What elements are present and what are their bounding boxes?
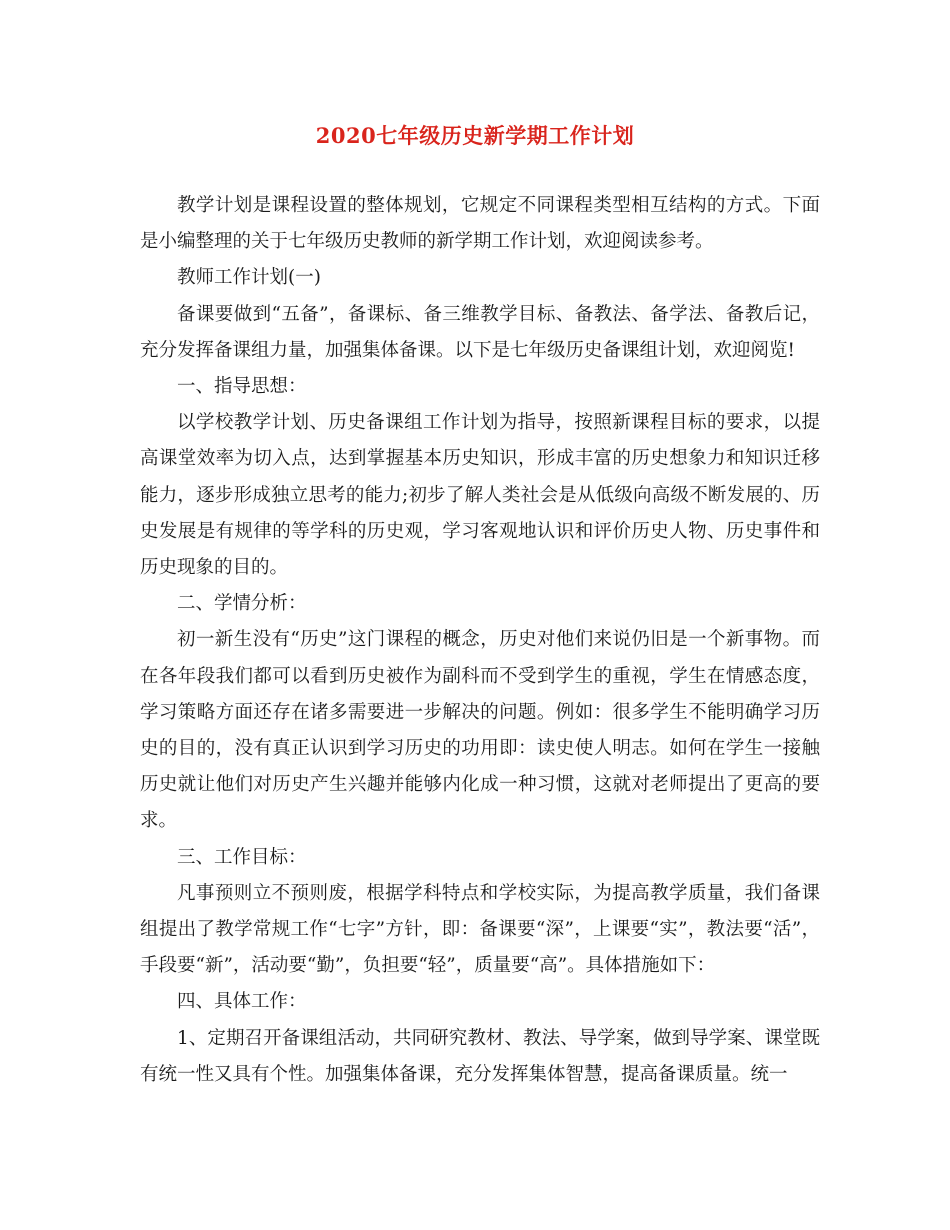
paragraph-intro: 教学计划是课程设置的整体规划，它规定不同课程类型相互结构的方式。下面是小编整理的关于七年级历史教师的新学期工作计划，欢迎阅读参考。 bbox=[140, 195, 820, 253]
paragraph-specific-work-1: 1、定期召开备课组活动，共同研究教材、教法、导学案，做到导学案、课堂既有统一性又具有个性。加强集体备课，充分发挥集体智慧，提高备课质量。统一 bbox=[140, 1027, 820, 1085]
paragraph-plan-heading: 教师工作计划(一) bbox=[177, 267, 321, 289]
section-heading-work-goals: 三、工作目标： bbox=[177, 846, 307, 868]
paragraph-guiding-thought: 以学校教学计划、历史备课组工作计划为指导，按照新课程目标的要求，以提高课堂效率为切入点，达到掌握基本历史知识，形成丰富的历史想象力和知识迁移能力，逐步形成独立思考的能力;初步了解人类社会是从低级向高级不断发展的、历史发展是有规律的等学科的历史观，学习客观地认识和评价历史人物、历史事件和历史现象的目的。 bbox=[140, 412, 820, 579]
paragraph-prep-overview: 备课要做到“五备”，备课标、备三维教学目标、备教法、备学法、备教后记，充分发挥备课组力量，加强集体备课。以下是七年级历史备课组计划，欢迎阅览! bbox=[140, 303, 820, 361]
document-title: 2020七年级历史新学期工作计划 bbox=[315, 123, 635, 148]
document-body bbox=[140, 188, 820, 1093]
paragraph-work-goals: 凡事预则立不预则废，根据学科特点和学校实际，为提高教学质量，我们备课组提出了教学常规工作“七字”方针，即：备课要“深”，上课要“实”，教法要“活”，手段要“新”，活动要“勤”，负担要“轻”，质量要“高”。具体措施如下： bbox=[140, 882, 820, 977]
section-heading-specific-work: 四、具体工作： bbox=[177, 991, 307, 1013]
paragraph-student-analysis: 初一新生没有“历史”这门课程的概念，历史对他们来说仍旧是一个新事物。而在各年段我们都可以看到历史被作为副科而不受到学生的重视，学生在情感态度，学习策略方面还存在诸多需要进一步解决的问题。例如：很多学生不能明确学习历史的目的，没有真正认识到学习历史的功用即：读史使人明志。如何在学生一接触历史就让他们对历史产生兴趣并能够内化成一种习惯，这就对老师提出了更高的要求。 bbox=[140, 629, 820, 832]
section-heading-student-analysis: 二、学情分析： bbox=[177, 593, 307, 615]
section-heading-guiding-thought: 一、指导思想： bbox=[177, 376, 307, 398]
